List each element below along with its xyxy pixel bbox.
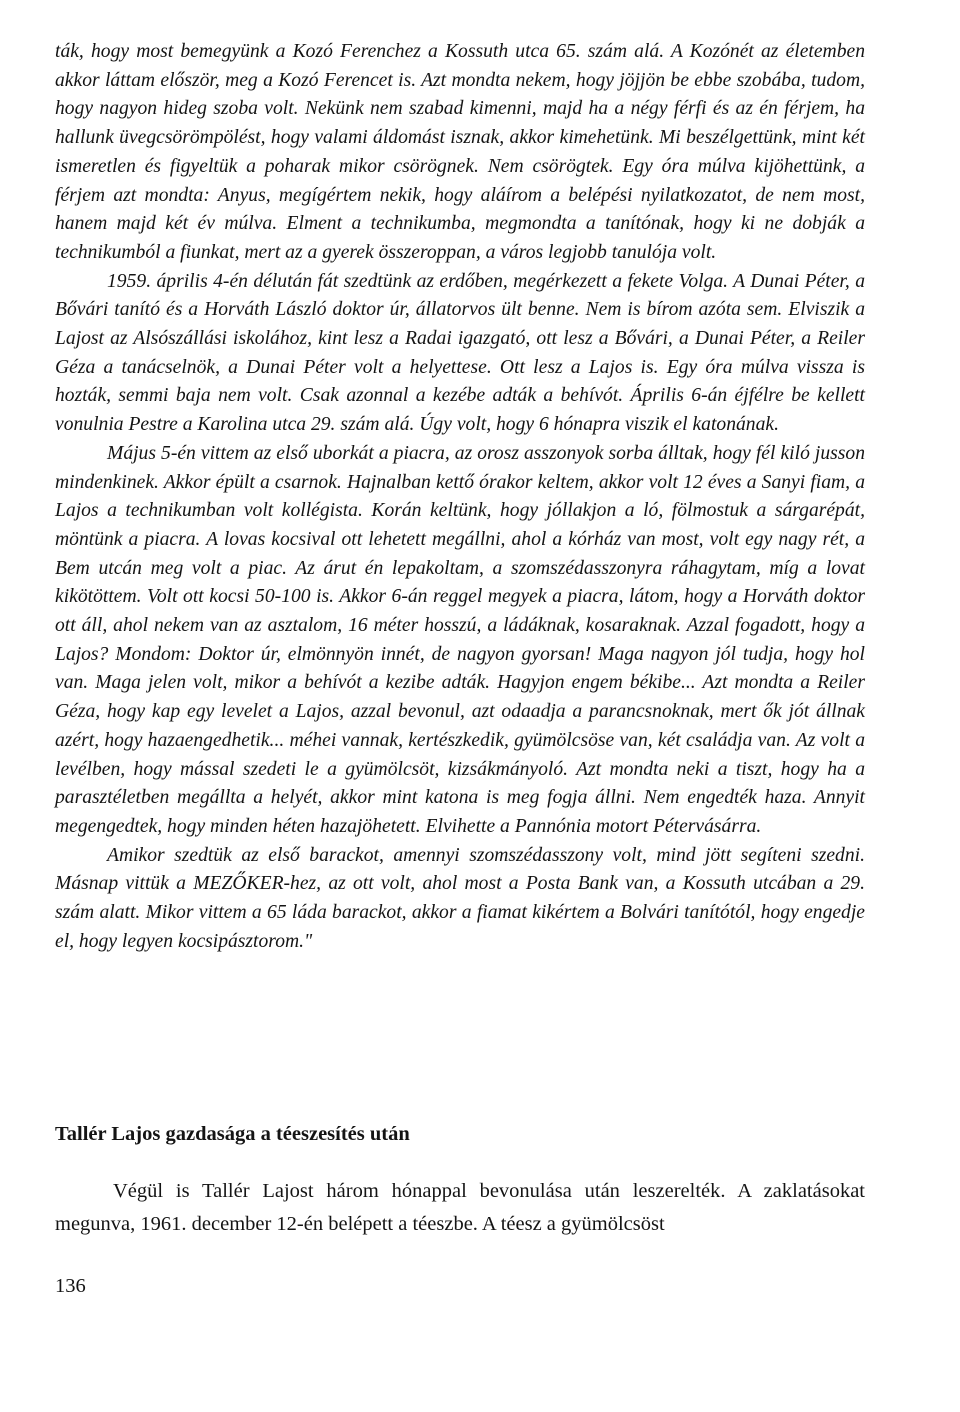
section-heading: Tallér Lajos gazdasága a téeszesítés után	[55, 1123, 410, 1145]
quote-paragraph-2: 1959. április 4-én délután fát szedtünk az erdőben, megérkezett a fekete Volga. A Dunai Péter, a Bővári tanító és a Horváth László doktor úr, állatorvos ült benne. Nem is bírom azóta sem. Elviszik a Lajost az Alsószállási iskolához, kint lesz a Radai igazgató, ott lesz a Bővári, a Dunai Péter, a Reiler Géza a tanácselnök, a Dunai Péter volt a helyettese. Ott lesz a Lajos is. Egy óra múlva vissza is hozták, semmi baja nem volt. Csak azonnal a kezébe adták a behívót. Április 6-án éjfélre be kellett vonulnia Pestre a Karolina utca 29. szám alá. Úgy volt, hogy 6 hónapra viszik el katonának.	[55, 270, 865, 436]
quoted-testimony	[55, 38, 865, 957]
quote-paragraph-3: Május 5-én vittem az első uborkát a piacra, az orosz asszonyok sorba álltak, hogy fél kiló jusson mindenkinek. Akkor épült a csarnok. Hajnalban kettő órakor keltem, akkor volt 12 éves a Sanyi fiam, a Lajos a technikumban volt kollégista. Korán keltünk, hogy jóllakjon a ló, fölmostuk a sárgarépát, möntünk a piacra. A lovas kocsival ott lehetett megállni, ahol a kórház van most, volt egy nagy rét, a Bem utcán meg volt a piac. Az árut én lepakoltam, a szomszédasszonyra ráhagytam, míg a lovat kikötöttem. Volt ott kocsi 50-100 is. Akkor 6-án reggel megyek a piacra, látom, hogy a Horváth doktor ott áll, ahol nekem van az asztalom, 16 méter hosszú, a ládáknak, kosaraknak. Azzal fogadott, hogy a Lajos? Mondom: Doktor úr, elmönnyön innét, de nagyon gyorsan! Maga nagyon jól tudja, hogy hol van. Maga jelen volt, mikor a behívót a kezibe adták. Hagyjon engem békibe... Azt mondta a Reiler Géza, hogy kap egy levelet a Lajos, azzal bevonul, azt odaadja a parancsnoknak, mert ők jót állnak azért, hogy hazaengedhetik... méhei vannak, kertészkedik, gyümölcsöse van, két családja van. Az volt a levélben, hogy mással szedeti le a gyümölcsöt, kizsákmányoló. Azt mondta neki a tiszt, hogy ha a parasztéletben megállta a helyét, akkor mint katona is meg fogja állni. Nem engedték haza. Annyit megengedtek, hogy minden héten hazajöhetett. Elvihette a Pannónia motort Pétervásárra.	[55, 442, 865, 837]
quote-paragraph-1: ták, hogy most bemegyünk a Kozó Ferenchez a Kossuth utca 65. szám alá. A Kozónét az életemben akkor láttam először, meg a Kozó Ferencet is. Azt mondta nekem, hogy jöjjön be ebbe szobába, tudom, hogy nagyon hideg szoba volt. Nekünk nem szabad kimenni, majd ha a négy férfi és az én férjem, ha hallunk üvegcsörömpölést, hogy valami áldomást isznak, akkor kimehetünk. Mi beszélgettünk, mint két ismeretlen és figyeltük a poharak mikor csörögnek. Nem csörögtek. Egy óra múlva kijöhettünk, a férjem azt mondta: Anyus, megígértem nekik, hogy aláírom a belépési nyilatkozatot, de nem most, hanem majd két év múlva. Elment a technikumba, megmondta a tanítónak, hogy ki ne dobják a technikumból a fiunkat, mert az a gyerek összeroppan, a város legjobb tanulója volt.	[55, 41, 865, 263]
section-body	[55, 1175, 865, 1241]
quote-paragraph-4: Amikor szedtük az első barackot, amennyi szomszédasszony volt, mind jött segíteni szedni. Másnap vittük a MEZŐKER-hez, az ott volt, ahol most a Posta Bank van, a Kossuth utcában a 29. szám alatt. Mikor vittem a 65 láda barackot, akkor a fiamat kikértem a Bolvári tanítótól, hogy engedje el, hogy legyen kocsipásztorom."	[55, 844, 865, 952]
page-number: 136	[55, 1275, 86, 1297]
section-paragraph: Végül is Tallér Lajost három hónappal bevonulása után leszerelték. A zaklatásokat megunva, 1961. december 12-én belépett a téeszbe. A téesz a gyümölcsöst	[55, 1180, 865, 1235]
